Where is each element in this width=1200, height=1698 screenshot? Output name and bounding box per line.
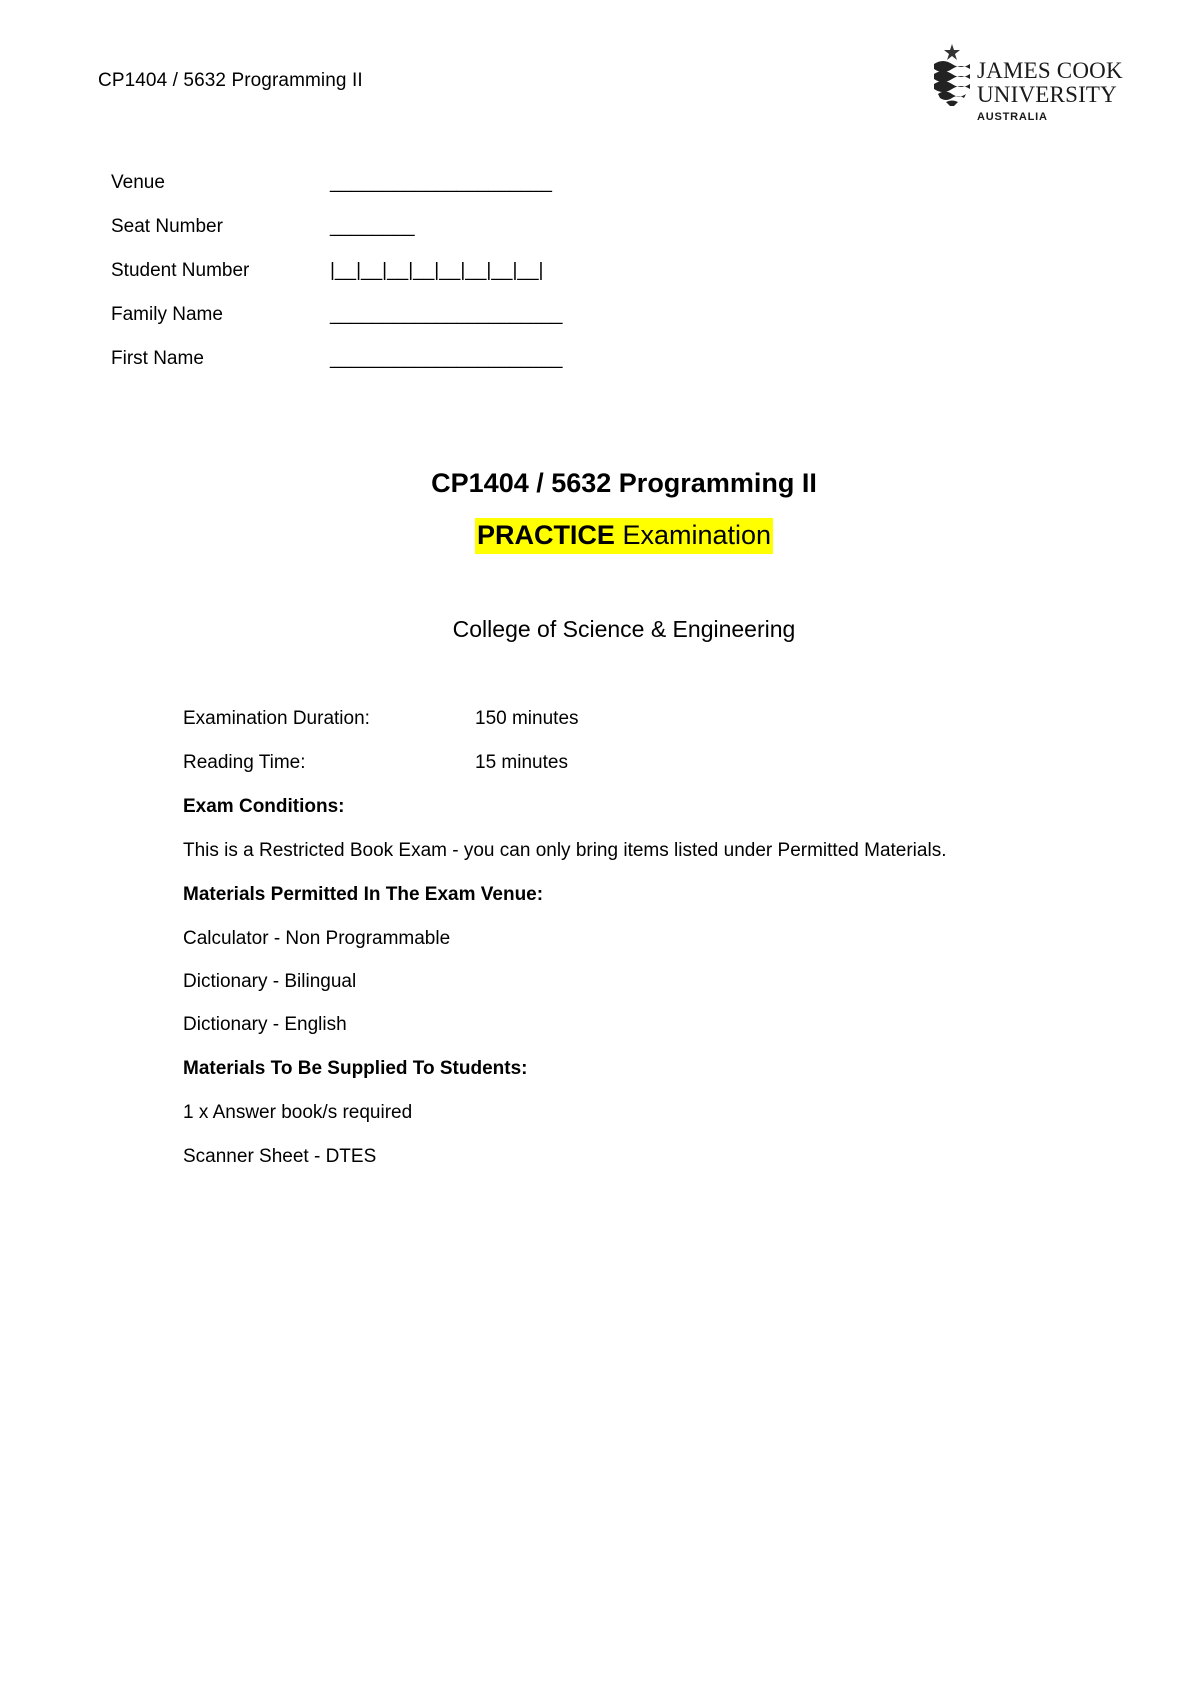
student-number-field[interactable]: |__|__|__|__|__|__|__|__| — [330, 260, 544, 281]
reading-time-label: Reading Time: — [183, 752, 306, 773]
student-number-label: Student Number — [111, 260, 250, 281]
reading-time-value: 15 minutes — [475, 752, 568, 773]
permitted-item: Calculator - Non Programmable — [183, 928, 451, 949]
conditions-text: This is a Restricted Book Exam - you can only bring items listed under Permitted Materials. — [183, 840, 947, 861]
venue-label: Venue — [111, 172, 165, 193]
logo-text-line3: AUSTRALIA — [977, 111, 1048, 123]
seat-number-field[interactable]: ________ — [330, 216, 415, 237]
conditions-heading: Exam Conditions: — [183, 796, 345, 817]
duration-value: 150 minutes — [475, 708, 579, 729]
supplied-item: Scanner Sheet - DTES — [183, 1146, 377, 1167]
university-crest-icon — [930, 42, 974, 112]
practice-label: PRACTICE — [476, 520, 615, 550]
reading-time-row — [183, 752, 568, 774]
exam-title: CP1404 / 5632 Programming II — [431, 468, 817, 498]
family-name-field[interactable]: ______________________ — [330, 304, 563, 325]
seat-number-label: Seat Number — [111, 216, 223, 237]
duration-row — [183, 708, 579, 730]
college-name: College of Science & Engineering — [452, 616, 796, 642]
permitted-item: Dictionary - Bilingual — [183, 971, 357, 992]
header-course-ref: CP1404 / 5632 Programming II — [98, 70, 363, 91]
permitted-item: Dictionary - English — [183, 1014, 347, 1035]
university-logo — [930, 42, 1130, 126]
supplied-item: 1 x Answer book/s required — [183, 1102, 413, 1123]
practice-highlight — [475, 518, 773, 554]
exam-subtitle — [0, 520, 1200, 551]
first-name-field[interactable]: ______________________ — [330, 348, 563, 369]
examination-label: Examination — [614, 520, 772, 550]
logo-text-line2: UNIVERSITY — [977, 82, 1117, 107]
permitted-heading: Materials Permitted In The Exam Venue: — [183, 884, 544, 905]
duration-label: Examination Duration: — [183, 708, 370, 729]
family-name-label: Family Name — [111, 304, 223, 325]
venue-field[interactable]: _____________________ — [330, 172, 552, 193]
first-name-label: First Name — [111, 348, 204, 369]
supplied-heading: Materials To Be Supplied To Students: — [183, 1058, 528, 1079]
logo-text-line1: JAMES COOK — [977, 58, 1123, 83]
